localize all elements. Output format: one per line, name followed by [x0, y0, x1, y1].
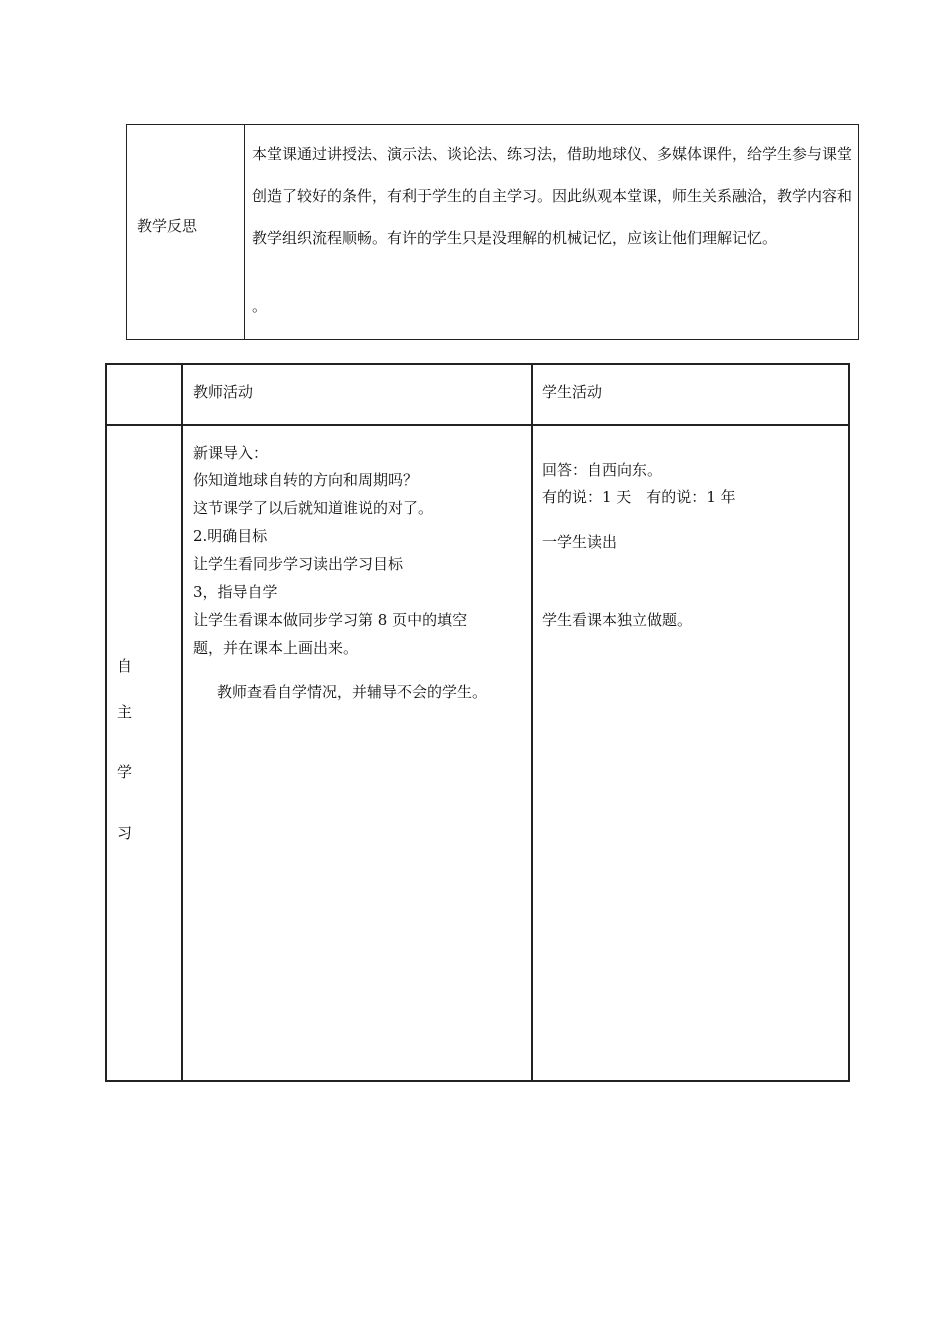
- header-divider: [107, 424, 848, 426]
- teacher-line: 你知道地球自转的方向和周期吗？: [193, 471, 419, 489]
- student-line: 回答：自西向东。: [542, 461, 663, 479]
- student-line: 一学生读出: [542, 533, 618, 551]
- column-divider-1: [181, 365, 183, 1080]
- section-label-char: 学: [117, 763, 133, 781]
- activity-table: [105, 363, 850, 1082]
- section-label-char: 主: [117, 703, 133, 721]
- teacher-line: 3，指导自学: [193, 583, 278, 601]
- teacher-line: 题，并在课本上画出来。: [193, 639, 359, 657]
- header-student-activity: 学生活动: [542, 383, 603, 401]
- teacher-line: 新课导入：: [193, 444, 269, 462]
- teacher-line: 让学生看同步学习读出学习目标: [193, 555, 404, 573]
- reflection-table: [126, 124, 859, 340]
- section-label-char: 习: [117, 824, 133, 842]
- reflection-end-mark: 。: [252, 297, 268, 315]
- reflection-label: 教学反思: [137, 217, 198, 235]
- reflection-paragraph: 本堂课通过讲授法、演示法、谈论法、练习法，借助地球仪、多媒体课件，给学生参与课堂创造了较好的条件，有利于学生的自主学习。因此纵观本堂课，师生关系融洽，教学内容和教学组织流程顺畅。有许的学生只是没理解的机械记忆，应该让他们理解记忆。: [252, 145, 853, 247]
- teacher-line: 这节课学了以后就知道谁说的对了。: [193, 499, 434, 517]
- column-divider-2: [531, 365, 533, 1080]
- teacher-line: 让学生看课本做同步学习第 8 页中的填空: [193, 611, 468, 629]
- header-teacher-activity: 教师活动: [193, 383, 254, 401]
- section-label-char: 自: [117, 657, 133, 675]
- teacher-line: 2.明确目标: [193, 527, 268, 545]
- student-line: 有的说：1 天 有的说：1 年: [542, 488, 736, 506]
- column-divider: [244, 125, 245, 339]
- student-line: 学生看课本独立做题。: [542, 611, 693, 629]
- teacher-line: 教师查看自学情况，并辅导不会的学生。: [217, 683, 488, 701]
